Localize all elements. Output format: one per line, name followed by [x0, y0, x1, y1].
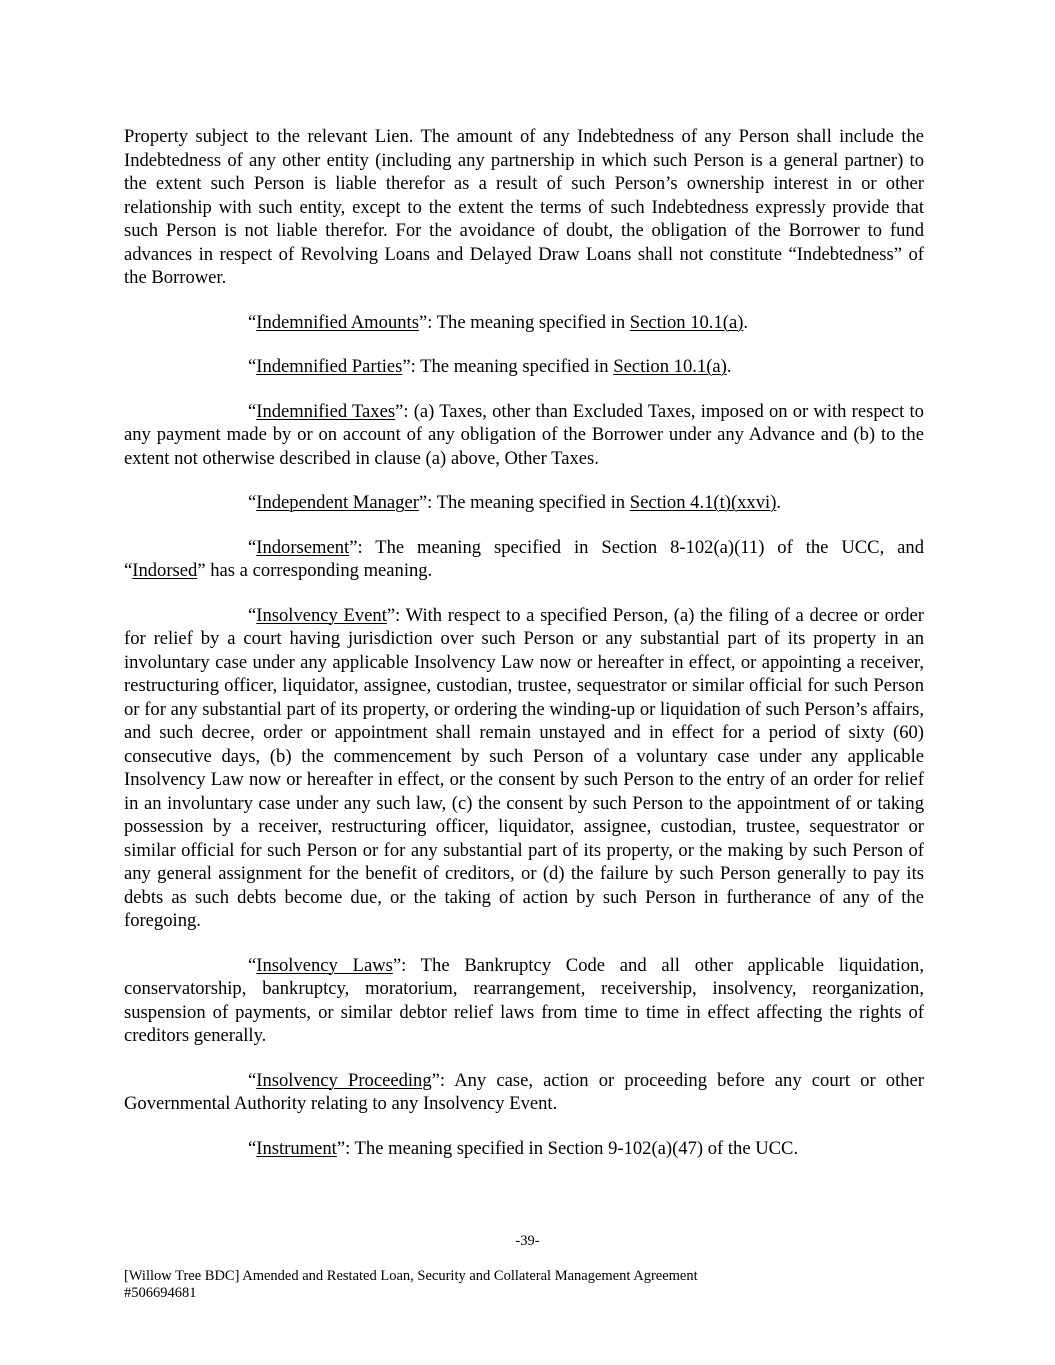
- definition-indemnified-parties: [124, 355, 924, 379]
- section-reference: Section 10.1(a): [613, 356, 727, 377]
- defined-term: Independent Manager: [256, 492, 419, 513]
- definition-independent-manager: [124, 491, 924, 515]
- open-quote: “: [248, 311, 257, 333]
- footer-document-id: #506694681: [124, 1285, 197, 1301]
- page-number: -39-: [515, 1233, 540, 1249]
- definition-text: ”: Any case, action or proceeding before any court or other Governmental Authority relating to any Insolvency Event.: [124, 1069, 924, 1114]
- defined-term: Insolvency Proceeding: [256, 1069, 432, 1091]
- open-quote: “: [248, 1069, 257, 1091]
- defined-term: Indemnified Parties: [256, 356, 403, 377]
- definition-tail: .: [776, 492, 782, 513]
- definition-text: ”: The meaning specified in: [402, 356, 614, 377]
- defined-term: Instrument: [256, 1137, 337, 1159]
- paragraph-indebtedness-continuation: Property subject to the relevant Lien. The amount of any Indebtedness of any Person shall include the Indebtedness of any other entity (including any partnership in which such Person is a general partner) to the extent such Person is liable therefor as a result of such Person’s ownership interest in or other relationship with such entity, except to the extent the terms of such Indebtedness expressly provide that such Person is not liable therefor. For the avoidance of doubt, the obligation of the Borrower to fund advances in respect of Revolving Loans and Delayed Draw Loans shall not constitute “Indebtedness” of the Borrower.: [124, 126, 924, 288]
- definition-text: ”: The meaning specified in: [418, 311, 630, 333]
- definition-text: ”: With respect to a specified Person, (a) the filing of a decree or order for relief by a court having jurisdiction over such Person or any substantial part of its property in an involuntary case under any applicable Insolvency Law now or hereafter in effect, or appointing a receiver, restructuring officer, liquidator, assignee, custodian, trustee, sequestrator or similar official for such Person or for any substantial part of its property, or ordering the winding-up or liquidation of such Person’s affairs, and such decree, order or appointment shall remain unstayed and in effect for a period of sixty (60) consecutive days, (b) the commencement by such Person of a voluntary case under any applicable Insolvency Law now or hereafter in effect, or the consent by such Person to the entry of an order for relief in an involuntary case under any such law, (c) the consent by such Person to the appointment of or taking possession by a receiver, restructuring officer, liquidator, assignee, custodian, trustee, sequestrator or similar official for such Person or for any substantial part of its property, or the making by such Person of any general assignment for the benefit of creditors, or (d) the failure by such Person generally to pay its debts as such debts become due, or the taking of action by such Person in furtherance of any of the foregoing.: [124, 604, 924, 931]
- definition-insolvency-proceeding: [124, 1069, 924, 1116]
- open-quote: “: [248, 400, 257, 422]
- open-quote: “: [248, 1137, 257, 1159]
- defined-term: Insolvency Event: [256, 604, 387, 626]
- open-quote: “: [248, 356, 257, 377]
- definition-insolvency-laws: [124, 954, 924, 1048]
- defined-term: Insolvency Laws: [256, 954, 393, 976]
- open-quote: “: [248, 954, 257, 976]
- defined-term: Indorsement: [256, 536, 350, 558]
- open-quote: “: [248, 536, 257, 558]
- section-reference: Section 10.1(a): [629, 311, 744, 333]
- definition-insolvency-event: [124, 604, 924, 933]
- definition-text: ”: The meaning specified in Section 8-102(a)(11) of the UCC, and “: [124, 536, 924, 581]
- definition-instrument: [124, 1137, 924, 1161]
- definition-tail: ” has a corresponding meaning.: [197, 560, 433, 581]
- definition-text: ”: The Bankruptcy Code and all other applicable liquidation, conservatorship, bankruptcy, moratorium, rearrangement, receivership, insolvency, reorganization, suspension of payments, or similar debtor relief laws from time to time in effect affecting the rights of creditors generally.: [124, 954, 924, 1046]
- section-reference: Section 4.1(t)(xxvi): [629, 492, 777, 513]
- defined-term: Indemnified Amounts: [256, 311, 419, 333]
- document-body: [124, 125, 924, 1181]
- definition-indemnified-amounts: [124, 311, 924, 335]
- definition-indorsement: [124, 536, 924, 583]
- footer-agreement-title: [Willow Tree BDC] Amended and Restated Loan, Security and Collateral Management Agreement: [124, 1268, 698, 1284]
- definition-text: ”: The meaning specified in: [418, 492, 630, 513]
- definition-text: ”: (a) Taxes, other than Excluded Taxes, imposed on or with respect to any payment made by or on account of any obligation of the Borrower under any Advance and (b) to the extent not otherwise described in clause (a) above, Other Taxes.: [124, 400, 924, 469]
- defined-term-secondary: Indorsed: [132, 560, 198, 581]
- definition-indemnified-taxes: [124, 400, 924, 471]
- definition-text: ”: The meaning specified in Section 9-102(a)(47) of the UCC.: [336, 1137, 799, 1159]
- document-footer: [124, 1268, 698, 1302]
- defined-term: Indemnified Taxes: [256, 400, 396, 422]
- open-quote: “: [248, 604, 257, 626]
- definition-tail: .: [743, 311, 749, 333]
- open-quote: “: [248, 492, 257, 513]
- definition-tail: .: [726, 356, 732, 377]
